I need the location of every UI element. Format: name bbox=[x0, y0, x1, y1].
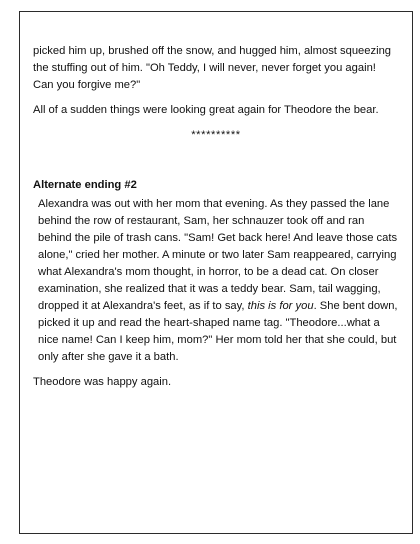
paragraph-theodore-happy: Theodore was happy again. bbox=[33, 376, 172, 388]
section-separator: ********** bbox=[191, 129, 241, 141]
paragraph-teddy-hug: picked him up, brushed off the snow, and hugged him, almost squeezing the stuffing out of him. "Oh Teddy, I will never, never forget you again! Can you forgive me?" bbox=[33, 45, 392, 91]
paragraph-alexandra bbox=[33, 196, 399, 366]
paragraph-alexandra-text-1: Alexandra was out with her mom that evening. As they passed the lane behind the row of restaurant, Sam, her schnauzer took off and ran behind the pile of trash cans. "Sam! Get back here! And leave those cats alone," cried her mother. A minute or two later Sam reappeared, carrying what Alexandra's mom thought, in horror, to be a dead cat. On closer examination, she realized that it was a teddy bear. Sam, tail wagging, dropped it at Alexandra's feet, as if to say, bbox=[38, 198, 398, 312]
paragraph-alexandra-italic: this is for you bbox=[247, 300, 314, 312]
paragraph-alexandra-text-2: . She bent down, picked it up and read the heart-shaped name tag. "Theodore...what a nice name! Can I keep him, mom?" Her mom told her that she could, but only after she gave it a bath. bbox=[38, 300, 398, 363]
section-heading: Alternate ending #2 bbox=[33, 179, 137, 191]
page-content bbox=[33, 43, 399, 399]
paragraph-things-great: All of a sudden things were looking great again for Theodore the bear. bbox=[33, 104, 379, 116]
